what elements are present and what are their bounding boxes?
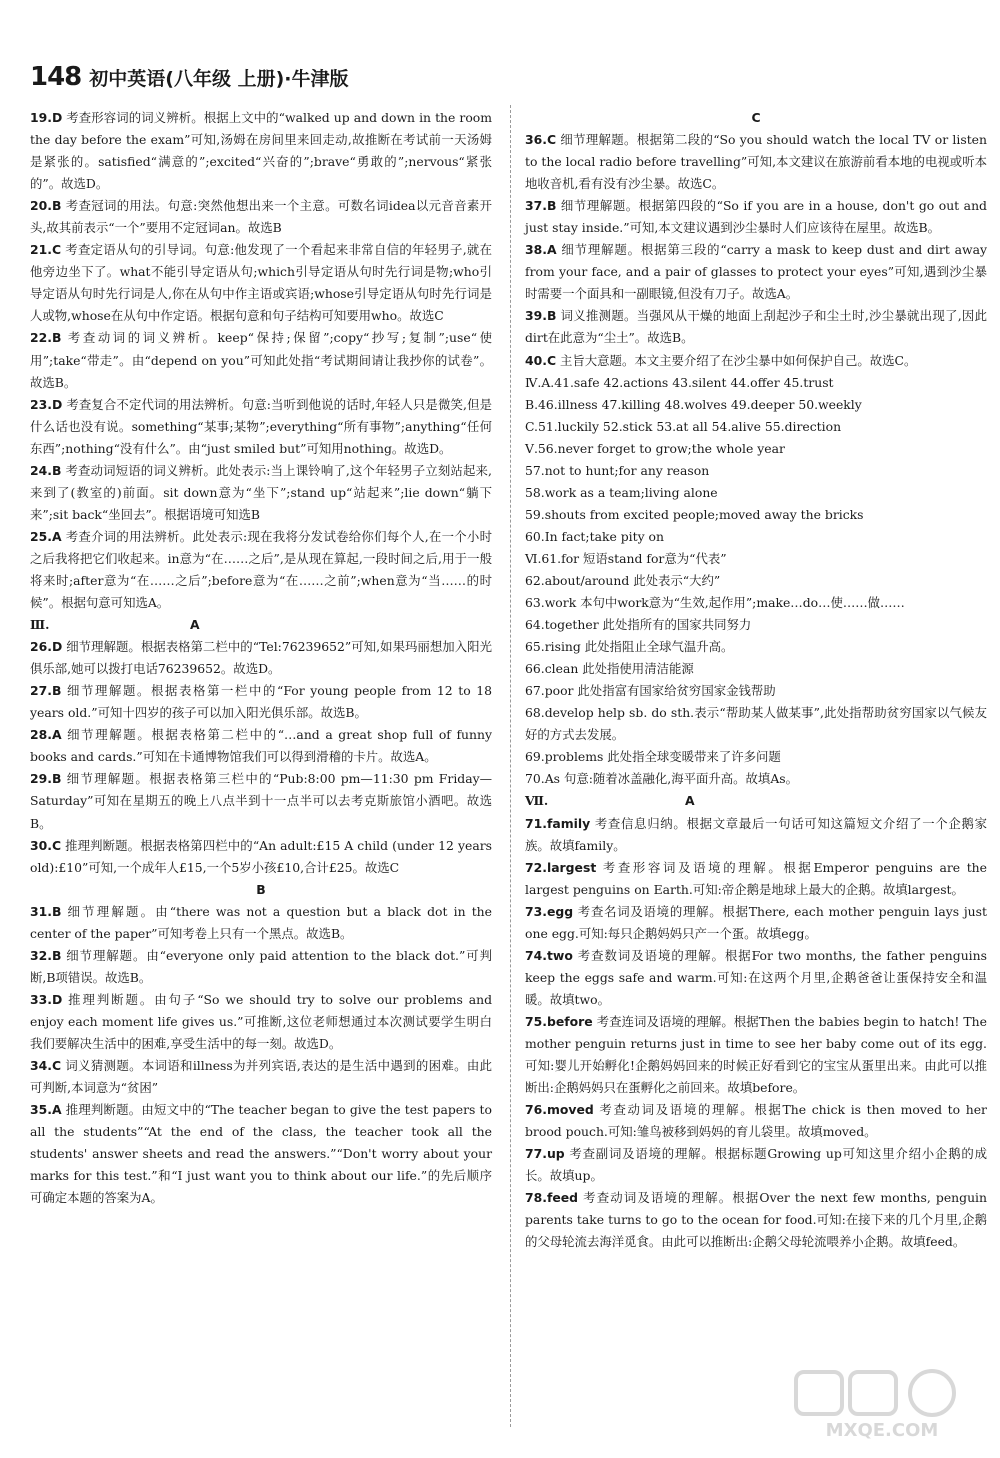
answer-item xyxy=(525,1143,987,1187)
answer-explanation: 考查名词及语境的理解。根据There, each mother penguin lays just one egg.可知:每只企鹅妈妈只产一个蛋。故填egg。 xyxy=(525,903,987,941)
answer-number: 19.D xyxy=(30,110,63,125)
answer-item xyxy=(30,636,492,680)
answer-explanation: 细节理解题。根据表格第三栏中的“Pub:8:00 pm—11:30 pm Friday—Saturday”可知在星期五的晚上八点半到十一点半可以去考克斯旅馆小酒吧。故选B。 xyxy=(30,771,492,831)
answer-item xyxy=(525,239,987,305)
answer-number: 32.B xyxy=(30,947,62,963)
answer-item xyxy=(30,526,492,614)
answer-item xyxy=(30,724,492,768)
answer-item xyxy=(525,129,987,195)
section-label: C xyxy=(751,110,761,125)
answer-explanation: 考查数词及语境的理解。根据For two months, the father penguins keep the eggs safe and warm.可知:在这两个月里,企鹅爸爸让蛋保持安全和温暖。故填two。 xyxy=(525,947,987,1007)
answer-line: 58.work as a team;living alone xyxy=(525,484,718,500)
section-heading xyxy=(30,614,492,636)
answer-item xyxy=(30,1055,492,1099)
answer-line: Ⅴ.56.never forget to grow;the whole year xyxy=(525,440,785,456)
answer-number: 72.largest xyxy=(525,859,597,875)
answer-number: 24.B xyxy=(30,462,62,478)
answer-line: Ⅵ.61.for 短语stand for意为“代表” xyxy=(525,550,727,566)
page-header xyxy=(30,62,348,92)
answer-number: 27.B xyxy=(30,683,62,699)
answer-number: 36.C xyxy=(525,132,557,148)
answer-item xyxy=(525,857,987,901)
answer-number: 23.D xyxy=(30,396,63,412)
answer-line: 66.clean 此处指使用清洁能源 xyxy=(525,661,694,677)
answer-number: 35.A xyxy=(30,1102,62,1118)
answer-item xyxy=(30,680,492,724)
section-number: Ⅶ. xyxy=(525,793,549,809)
answer-number: 78.feed xyxy=(525,1190,579,1206)
answer-item xyxy=(30,327,492,393)
answer-explanation: 细节理解题。由“there was not a question but a black dot in the center of the paper”可知考卷上只有一个黑点。故选B。 xyxy=(30,903,492,941)
answer-explanation: 细节理解题。根据第三段的“carry a mask to keep dust and dirt away from your face, and a pair of glasses to protect your eyes”可知,遇到沙尘暴时需要一个面具和一副眼镜,但没有刀子。故选A。 xyxy=(525,242,987,302)
answer-number: 71.family xyxy=(525,815,591,831)
answer-explanation: 考查形容词及语境的理解。根据Emperor penguins are the largest penguins on Earth.可知:帝企鹅是地球上最大的企鹅。故填largest。 xyxy=(525,859,987,897)
answer-number: 77.up xyxy=(525,1146,565,1162)
answer-explanation: 考查定语从句的引导词。句意:他发现了一个看起来非常自信的年轻男子,就在他旁边坐下了。what不能引导定语从句;which引导定语从句时先行词是物;who引导定语从句时先行词是人,你在从句中作主语或宾语;whose引导定语从句时先行词是人或物,whose在从句中作定语。根据句意和句子结构可知要用who。故选C xyxy=(30,242,492,324)
answer-line: 63.work 本句中work意为“生效,起作用”;make…do…使……做…… xyxy=(525,595,905,611)
answer-explanation: 推理判断题。由短文中的“The teacher began to give the test papers to all the students”“At the end of the class, the teacher took all the students' answer sheets and read the answers.”“Don't worry about your marks for this test.”和“I just want you to think about our life.”的先后顺序可确定本题的答案为A。 xyxy=(30,1102,492,1206)
answer-explanation: 考查副词及语境的理解。根据标题Growing up可知这里介绍小企鹅的成长。故填up。 xyxy=(525,1146,987,1184)
answer-explanation: 考查复合不定代词的用法辨析。句意:当听到他说的话时,年轻人只是微笑,但是什么话也没有说。something“某事;某物”;everything“所有事物”;anything“任何东西”;nothing“没有什么”。由“just smiled but”可知用nothing。故选D。 xyxy=(30,396,492,456)
answer-explanation: 词义推测题。当强风从干燥的地面上刮起沙子和尘土时,沙尘暴就出现了,因此dirt在此意为“尘土”。故选B。 xyxy=(525,308,987,346)
answer-explanation: 考查形容词的词义辨析。根据上文中的“walked up and down in the room the day before the exam”可知,汤姆在房间里来回走动,故推断在考试前一天汤姆是紧张的。satisfied“满意的”;excited“兴奋的”;brave“勇敢的”;nervous“紧张的”。故选D。 xyxy=(30,110,492,192)
answer-line: 64.together 此处指所有的国家共同努力 xyxy=(525,617,752,633)
answer-explanation: 推理判断题。根据表格第四栏中的“An adult:£15 A child (under 12 years old):£10”可知,一个成年人£15,一个5岁小孩£10,合计£25。故选C xyxy=(30,837,492,875)
answer-explanation: 考查介词的用法辨析。此处表示:现在我将分发试卷给你们每个人,在一个小时之后我将把它们收起来。in意为“在……之后”,是从现在算起,一段时间之后,用于一般将来时;after意为“在……之后”;before意为“在……之前”;when意为“当……的时候”。根据句意可知选A。 xyxy=(30,528,492,611)
answer-explanation: 主旨大意题。本文主要介绍了在沙尘暴中如何保护自己。故选C。 xyxy=(556,352,917,368)
answer-line: 67.poor 此处指富有国家给贫穷国家金钱帮助 xyxy=(525,683,776,699)
answer-item xyxy=(30,239,492,327)
section-number: Ⅲ. xyxy=(30,617,50,633)
answer-explanation: 细节理解题。根据表格第一栏中的“For young people from 12 to 18 years old.”可知十四岁的孩子可以加入阳光俱乐部。故选B。 xyxy=(30,683,492,721)
section-heading xyxy=(525,790,987,812)
section-part-label: A xyxy=(190,617,200,633)
answer-item xyxy=(30,460,492,526)
section-part-label: A xyxy=(685,793,695,809)
answer-explanation: 细节理解题。由“everyone only paid attention to the black dot.”可判断,B项错误。故选B。 xyxy=(30,947,492,985)
answer-number: 21.C xyxy=(30,242,62,258)
watermark-text: MXQE.COM xyxy=(825,1420,939,1441)
answer-item xyxy=(525,901,987,945)
answer-explanation: 考查动词及语境的理解。根据Over the next few months, penguin parents take turns to go to the ocean for food.可知:在接下来的几个月里,企鹅的父母轮流去海洋觅食。由此可以推断出:企鹅父母轮流喂养小企鹅。故填feed。 xyxy=(525,1190,987,1250)
answer-line: C.51.luckily 52.stick 53.at all 54.alive 55.direction xyxy=(525,418,842,434)
answer-item xyxy=(30,901,492,945)
answer-number: 73.egg xyxy=(525,903,574,919)
answer-item xyxy=(30,768,492,834)
answer-line: 57.not to hunt;for any reason xyxy=(525,462,710,478)
answer-line: 62.about/around 此处表示“大约” xyxy=(525,572,721,588)
answer-explanation: 考查动词短语的词义辨析。此处表示:当上课铃响了,这个年轻男子立刻站起来,来到了(教室的)前面。sit down意为“坐下”;stand up“站起来”;lie down“躺下来”;sit back“坐回去”。根据语境可知选B xyxy=(30,462,492,522)
answer-number: 33.D xyxy=(30,991,63,1007)
book-title: 初中英语(八年级 上册)·牛津版 xyxy=(89,68,349,90)
answer-item xyxy=(30,394,492,460)
answer-item xyxy=(30,989,492,1055)
answer-explanation: 推理判断题。由句子“So we should try to solve our problems and enjoy each moment life gives us.”可推断,这位老师想通过本次测试要学生明白我们要解决生活中的困难,享受生活中的每一刻。故选D。 xyxy=(30,991,492,1051)
answer-line: 70.As 句意:随着冰盖融化,海平面升高。故填As。 xyxy=(525,771,799,787)
answer-number: 75.before xyxy=(525,1013,593,1029)
answer-line: Ⅳ.A.41.safe 42.actions 43.silent 44.offer 45.trust xyxy=(525,374,834,390)
answer-explanation: 考查连词及语境的理解。根据Then the babies begin to hatch! The mother penguin returns just in time to see her baby come out of its egg.可知:婴儿开始孵化!企鹅妈妈回来的时候正好看到它的宝宝从蛋里出来。由此可以推断出:企鹅妈妈只在蛋孵化之前回来。故填before。 xyxy=(525,1013,987,1096)
answer-item xyxy=(30,107,492,195)
answer-item xyxy=(525,1011,987,1099)
answer-explanation: 词义猜测题。本词语和illness为并列宾语,表达的是生活中遇到的困难。由此可判断,本词意为“贫困” xyxy=(30,1058,492,1096)
answer-explanation: 细节理解题。根据第四段的“So if you are in a house, don't go out and just stay inside.”可知,本文建议遇到沙尘暴时人们应该待在屋里。故选B。 xyxy=(525,198,987,236)
watermark-logo xyxy=(792,1368,972,1442)
answer-number: 76.moved xyxy=(525,1102,594,1118)
answer-item xyxy=(30,835,492,879)
answer-number: 29.B xyxy=(30,771,62,787)
left-column xyxy=(30,107,492,1209)
answer-number: 28.A xyxy=(30,727,62,743)
answer-explanation: 考查动词的词义辨析。keep“保持;保留”;copy“抄写;复制”;use“使用”;take“带走”。由“depend on you”可知此处指“考试期间请让我抄你的试卷”。故选B。 xyxy=(30,330,492,390)
answer-explanation: 考查动词及语境的理解。根据The chick is then moved to her brood pouch.可知:雏鸟被移到妈妈的育儿袋里。故填moved。 xyxy=(525,1102,987,1140)
answer-line: 60.In fact;take pity on xyxy=(525,528,664,544)
answer-item xyxy=(525,305,987,349)
answer-number: 34.C xyxy=(30,1058,62,1074)
answer-item xyxy=(30,195,492,239)
answer-explanation: 考查信息归纳。根据文章最后一句话可知这篇短文介绍了一个企鹅家族。故填family。 xyxy=(525,815,987,853)
answer-number: 26.D xyxy=(30,639,63,655)
answer-explanation: 考查冠词的用法。句意:突然他想出来一个主意。可数名词idea以元音音素开头,故其前表示“一个”要用不定冠词an。故选B xyxy=(30,198,492,236)
answer-number: 22.B xyxy=(30,330,62,346)
answer-line: 68.develop help sb. do sth.表示“帮助某人做某事”,此处指帮助贫穷国家以气候友好的方式去发展。 xyxy=(525,705,987,743)
answer-item xyxy=(30,1099,492,1209)
answer-line: B.46.illness 47.killing 48.wolves 49.deeper 50.weekly xyxy=(525,396,862,412)
column-divider xyxy=(510,105,511,1427)
answer-number: 37.B xyxy=(525,198,557,214)
answer-number: 74.two xyxy=(525,947,573,963)
answer-line: 69.problems 此处指全球变暖带来了许多问题 xyxy=(525,749,781,765)
answer-number: 31.B xyxy=(30,903,62,919)
answer-explanation: 细节理解题。根据表格第二栏中的“…and a great shop full of funny books and cards.”可知在卡通博物馆我们可以得到滑稽的卡片。故选A。 xyxy=(30,727,492,765)
page-number: 148 xyxy=(30,62,82,92)
answer-number: 20.B xyxy=(30,198,62,214)
answer-explanation: 细节理解题。根据表格第二栏中的“Tel:76239652”可知,如果玛丽想加入阳光俱乐部,她可以拨打电话76239652。故选D。 xyxy=(30,639,492,677)
section-label: B xyxy=(256,881,266,897)
answer-item xyxy=(525,1187,987,1253)
answer-item xyxy=(525,350,987,372)
answer-line: 65.rising 此处指阻止全球气温升高。 xyxy=(525,639,734,655)
answer-item xyxy=(525,813,987,857)
answer-item xyxy=(525,195,987,239)
answer-number: 30.C xyxy=(30,837,62,853)
answer-number: 38.A xyxy=(525,242,557,258)
answer-number: 39.B xyxy=(525,308,557,324)
answer-number: 40.C xyxy=(525,352,557,368)
answer-number: 25.A xyxy=(30,528,62,544)
answer-item xyxy=(525,1099,987,1143)
right-column xyxy=(525,107,987,1253)
answer-item xyxy=(525,945,987,1011)
answer-explanation: 细节理解题。根据第二段的“So you should watch the local TV or listen to the local radio before travelling”可知,本文建议在旅游前看本地的电视或听本地收音机,看有没有沙尘暴。故选C。 xyxy=(525,132,987,192)
answer-item xyxy=(30,945,492,989)
answer-line: 59.shouts from excited people;moved away the bricks xyxy=(525,506,864,522)
